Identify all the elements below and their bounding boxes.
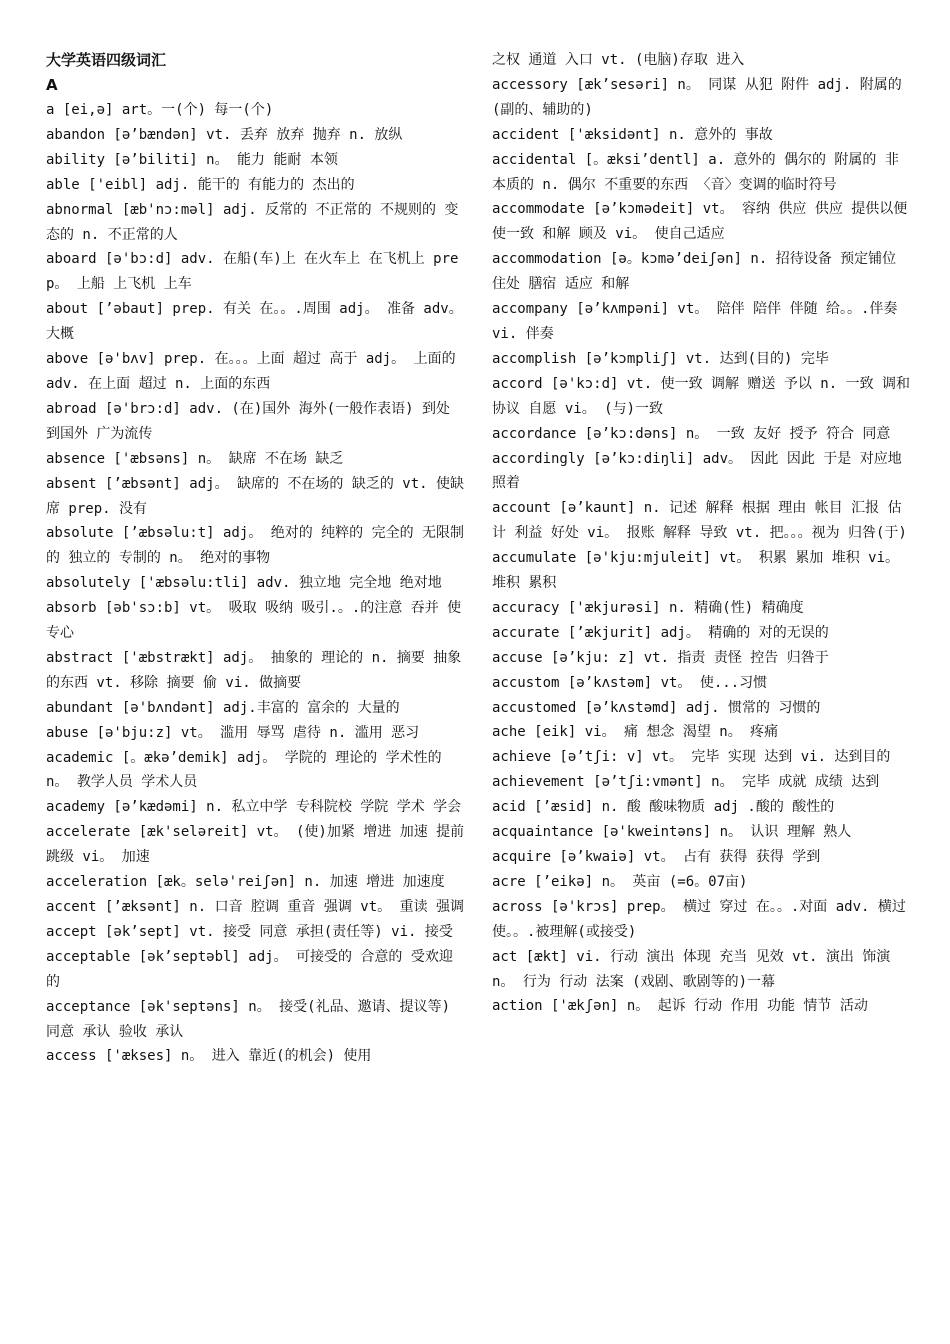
- vocab-entry: accustomed [ə’kʌstəmd] adj. 惯常的 习惯的: [492, 699, 821, 716]
- vocab-entry: acceptance [ək'septəns] n。 接受(礼品、邀请、提议等) 同意 承认 验收 承认: [46, 998, 451, 1040]
- vocab-entry: access ['ækses] n。 进入 靠近(的机会) 使用: [46, 1048, 372, 1065]
- vocab-entry: accustom [ə’kʌstəm] vt。 使...习惯: [492, 674, 768, 691]
- right-column: [492, 48, 910, 1019]
- vocab-entry: acid [’æsid] n. 酸 酸味物质 adj .酸的 酸性的: [492, 799, 835, 816]
- vocab-entry: action ['ækʃən] n。 起诉 行动 作用 功能 情节 活动: [492, 998, 868, 1015]
- vocab-entry: accidental [。æksi’dentl] a. 意外的 偶尔的 附属的 非本质的 n. 偶尔 不重要的东西 〈音〉变调的临时符号: [492, 151, 899, 193]
- vocab-entry: about [’əbaut] prep. 有关 在。。.周围 adj。 准备 adv。 大概: [46, 301, 463, 343]
- vocab-entry: acceptable [ək’septəbl] adj。 可接受的 合意的 受欢迎的: [46, 948, 453, 990]
- vocab-entry: absolute [’æbsəlu:t] adj。 绝对的 纯粹的 完全的 无限制的 独立的 专制的 n。 绝对的事物: [46, 525, 465, 567]
- vocab-entry: accept [ək’sept] vt. 接受 同意 承担(责任等) vi. 接受: [46, 923, 453, 940]
- vocab-entry: absorb [əb'sɔ:b] vt。 吸取 吸纳 吸引.。.的注意 吞并 使专心: [46, 600, 462, 642]
- vocab-entry: achieve [ə’tʃi: v] vt。 完毕 实现 达到 vi. 达到目的: [492, 749, 891, 766]
- vocab-entry: achievement [ə’tʃi:vmənt] n。 完毕 成就 成绩 达到: [492, 774, 880, 791]
- vocab-entry: accommodation [ə。kɔmə’deiʃən] n. 招待设备 预定铺位 住处 膳宿 适应 和解: [492, 251, 897, 293]
- right-entry-list: [492, 48, 910, 1019]
- section-letter: A: [46, 76, 58, 94]
- left-entry-list: [46, 98, 466, 1069]
- document-title: 大学英语四级词汇: [46, 51, 167, 69]
- vocab-entry: absent [’æbsənt] adj。 缺席的 不在场的 缺乏的 vt. 使缺席 prep. 没有: [46, 475, 465, 517]
- vocab-entry: acceleration [æk。selə'reiʃən] n. 加速 增进 加速度: [46, 874, 445, 891]
- vocab-entry: accord [ə'kɔ:d] vt. 使一致 调解 赠送 予以 n. 一致 调和 协议 自愿 vi。 (与)一致: [492, 375, 911, 417]
- vocab-entry: accent [’æksənt] n. 口音 腔调 重音 强调 vt。 重读 强调: [46, 899, 465, 915]
- vocab-entry: 之权 通道 入口 vt. (电脑)存取 进入: [492, 52, 745, 68]
- vocab-entry: a [ei,ə] art。一(个) 每一(个): [46, 102, 274, 118]
- vocab-entry: abuse [ə'bju:z] vt。 滥用 辱骂 虐待 n. 滥用 恶习: [46, 724, 420, 741]
- vocab-entry: accordingly [ə’kɔ:diŋli] adv。 因此 因此 于是 对应地 照着: [492, 450, 902, 492]
- vocab-entry: act [ækt] vi. 行动 演出 体现 充当 见效 vt. 演出 饰演 n。 行为 行动 法案 (戏剧、歌剧等的)一幕: [492, 948, 891, 990]
- vocab-entry: acre [’eikə] n。 英亩 (=6。07亩): [492, 873, 748, 890]
- vocab-entry: aboard [ə'bɔ:d] adv. 在船(车)上 在火车上 在飞机上 prep。 上船 上飞机 上车: [46, 251, 459, 293]
- vocab-entry: accomplish [ə’kɔmpliʃ] vt. 达到(目的) 完毕: [492, 350, 829, 367]
- vocab-entry: academy [ə’kædəmi] n. 私立中学 专科院校 学院 学术 学会: [46, 799, 462, 816]
- vocab-entry: accompany [ə’kʌmpəni] vt。 陪伴 陪伴 伴随 给。。.伴奏 vi. 伴奏: [492, 301, 898, 342]
- vocab-entry: accumulate [ə'kju:mjuleit] vt。 积累 累加 堆积 vi。 堆积 累积: [492, 550, 900, 592]
- vocab-entry: ability [ə’biliti] n。 能力 能耐 本领: [46, 151, 338, 168]
- vocab-entry: accuracy ['ækjurəsi] n. 精确(性) 精确度: [492, 599, 804, 616]
- vocab-entry: acquire [ə’kwaiə] vt。 占有 获得 获得 学到: [492, 849, 821, 865]
- left-column: [46, 48, 466, 1069]
- vocab-entry: accurate [’ækjurit] adj。 精确的 对的无误的: [492, 624, 829, 641]
- vocab-entry: abroad [ə'brɔ:d] adv. (在)国外 海外(一般作表语) 到处 到国外 广为流传: [46, 400, 451, 442]
- vocab-entry: abandon [ə’bændən] vt. 丢弃 放弃 抛弃 n. 放纵: [46, 126, 403, 143]
- vocab-entry: across [ə'krɔs] prep。 横过 穿过 在。。.对面 adv. 横过 使。。.被理解(或接受): [492, 898, 906, 940]
- vocab-entry: accuse [ə’kju: z] vt. 指责 责怪 控告 归咎于: [492, 649, 829, 666]
- vocab-entry: accessory [æk’sesəri] n。 同谋 从犯 附件 adj. 附属的(副的、辅助的): [492, 76, 902, 118]
- vocab-entry: above [ə'bʌv] prep. 在。。。上面 超过 高于 adj。 上面的 adv. 在上面 超过 n. 上面的东西: [46, 351, 456, 392]
- vocab-entry: abundant [ə'bʌndənt] adj.丰富的 富余的 大量的: [46, 699, 400, 716]
- vocab-entry: absolutely ['æbsəlu:tli] adv. 独立地 完全地 绝对地: [46, 575, 442, 592]
- vocab-entry: academic [。ækə’demik] adj。 学院的 理论的 学术性的 n。 教学人员 学术人员: [46, 749, 442, 791]
- vocab-entry: abstract ['æbstrækt] adj。 抽象的 理论的 n. 摘要 抽象的东西 vt. 移除 摘要 偷 vi. 做摘要: [46, 649, 462, 691]
- vocab-entry: acquaintance [ə'kweintəns] n。 认识 理解 熟人: [492, 824, 852, 841]
- vocab-entry: accordance [ə’kɔ:dəns] n。 一致 友好 授予 符合 同意: [492, 425, 891, 442]
- vocab-entry: accommodate [ə’kɔmədeit] vt。 容纳 供应 供应 提供以便 使一致 和解 顾及 vi。 使自己适应: [492, 201, 908, 243]
- vocab-entry: accelerate [æk'seləreit] vt。 (使)加紧 增进 加速 提前 跳级 vi。 加速: [46, 824, 465, 866]
- vocab-entry: abnormal [æb'nɔ:məl] adj. 反常的 不正常的 不规则的 变态的 n. 不正常的人: [46, 201, 459, 243]
- vocab-entry: absence ['æbsəns] n。 缺席 不在场 缺乏: [46, 450, 344, 467]
- vocab-entry: able ['eibl] adj. 能干的 有能力的 杰出的: [46, 176, 355, 193]
- vocab-entry: ache [eik] vi。 痛 想念 渴望 n。 疼痛: [492, 724, 779, 741]
- vocab-entry: accident ['æksidənt] n. 意外的 事故: [492, 126, 773, 143]
- vocab-entry: account [ə’kaunt] n. 记述 解释 根据 理由 帐目 汇报 估计 利益 好处 vi。 报账 解释 导致 vt. 把。。。视为 归咎(于): [492, 500, 907, 542]
